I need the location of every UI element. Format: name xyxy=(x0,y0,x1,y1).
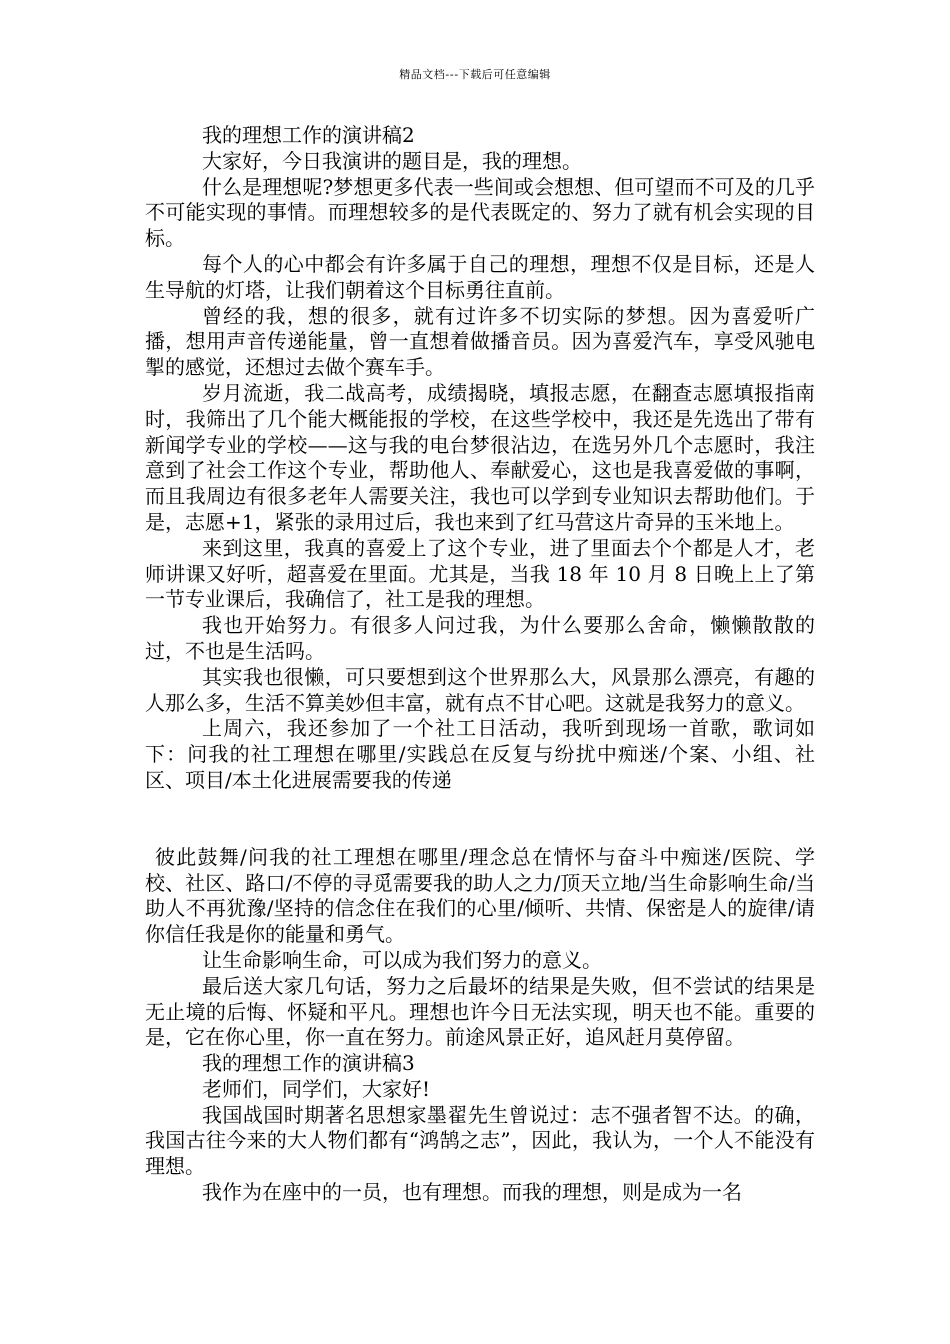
document-body xyxy=(145,123,815,1206)
paragraph: 我国战国时期著名思想家墨翟先生曾说过：志不强者智不达。的确，我国古往今来的大人物们都有“鸿鹄之志”，因此，我认为，一个人不能没有理想。 xyxy=(145,1102,815,1179)
paragraph: 上周六，我还参加了一个社工日活动，我听到现场一首歌，歌词如下：问我的社工理想在哪里/实践总在反复与纷扰中痴迷/个案、小组、社区、项目/本土化进展需要我的传递 xyxy=(145,716,815,792)
paragraph: 来到这里，我真的喜爱上了这个专业，进了里面去个个都是人才，老师讲课又好听，超喜爱在里面。尤其是，当我 18 年 10 月 8 日晚上上了第一节专业课后，我确信了，社工是我的理想。 xyxy=(145,535,815,612)
paragraph: 最后送大家几句话，努力之后最坏的结果是失败，但不尝试的结果是无止境的后悔、怀疑和平凡。理想也许今日无法实现，明天也不能。重要的是，它在你心里，你一直在努力。前途风景正好，追风赶月莫停留。 xyxy=(145,973,815,1050)
paragraph: 让生命影响生命，可以成为我们努力的意义。 xyxy=(202,947,602,972)
paragraph: 曾经的我，想的很多，就有过许多不切实际的梦想。因为喜爱听广播，想用声音传递能量，曾一直想着做播音员。因为喜爱汽车，享受风驰电掣的感觉，还想过去做个赛车手。 xyxy=(145,303,815,380)
blank-gap xyxy=(145,794,815,845)
paragraph-lyrics: 彼此鼓舞/问我的社工理想在哪里/理念总在情怀与奋斗中痴迷/医院、学校、社区、路口/不停的寻觅需要我的助人之力/顶天立地/当生命影响生命/当助人不再犹豫/坚持的信念住在我们的心里/倾听、共情、保密是人的旋律/请你信任我是你的能量和勇气。 xyxy=(145,844,815,947)
paragraph: 我的理想工作的演讲稿3 xyxy=(202,1051,415,1076)
paragraph: 大家好，今日我演讲的题目是，我的理想。 xyxy=(202,148,582,173)
paragraph: 岁月流逝，我二战高考，成绩揭晓，填报志愿，在翻查志愿填报指南时，我筛出了几个能大概能报的学校，在这些学校中，我还是先选出了带有新闻学专业的学校——这与我的电台梦很沾边，在选另外几个志愿时，我注意到了社会工作这个专业，帮助他人、奉献爱心，这也是我喜爱做的事啊，而且我周边有很多老年人需要关注，我也可以学到专业知识去帮助他们。于是，志愿+1，紧张的录用过后，我也来到了红马营这片奇异的玉米地上。 xyxy=(145,380,815,534)
paragraph: 老师们，同学们，大家好! xyxy=(202,1076,431,1101)
paragraph: 我也开始努力。有很多人问过我，为什么要那么舍命，懒懒散散的过，不也是生活吗。 xyxy=(145,613,815,663)
paragraph: 每个人的心中都会有许多属于自己的理想，理想不仅是目标，还是人生导航的灯塔，让我们朝着这个目标勇往直前。 xyxy=(145,251,815,302)
paragraph: 我的理想工作的演讲稿2 xyxy=(202,123,415,147)
paragraph: 什么是理想呢?梦想更多代表一些间或会想想、但可望而不可及的几乎不可能实现的事情。而理想较多的是代表既定的、努力了就有机会实现的目标。 xyxy=(145,174,815,251)
paragraph: 我作为在座中的一员，也有理想。而我的理想，则是成为一名 xyxy=(202,1180,742,1205)
page-header: 精品文档---下载后可任意编辑 xyxy=(399,68,551,81)
paragraph: 其实我也很懒，可只要想到这个世界那么大，风景那么漂亮，有趣的人那么多，生活不算美妙但丰富，就有点不甘心吧。这就是我努力的意义。 xyxy=(145,664,815,715)
